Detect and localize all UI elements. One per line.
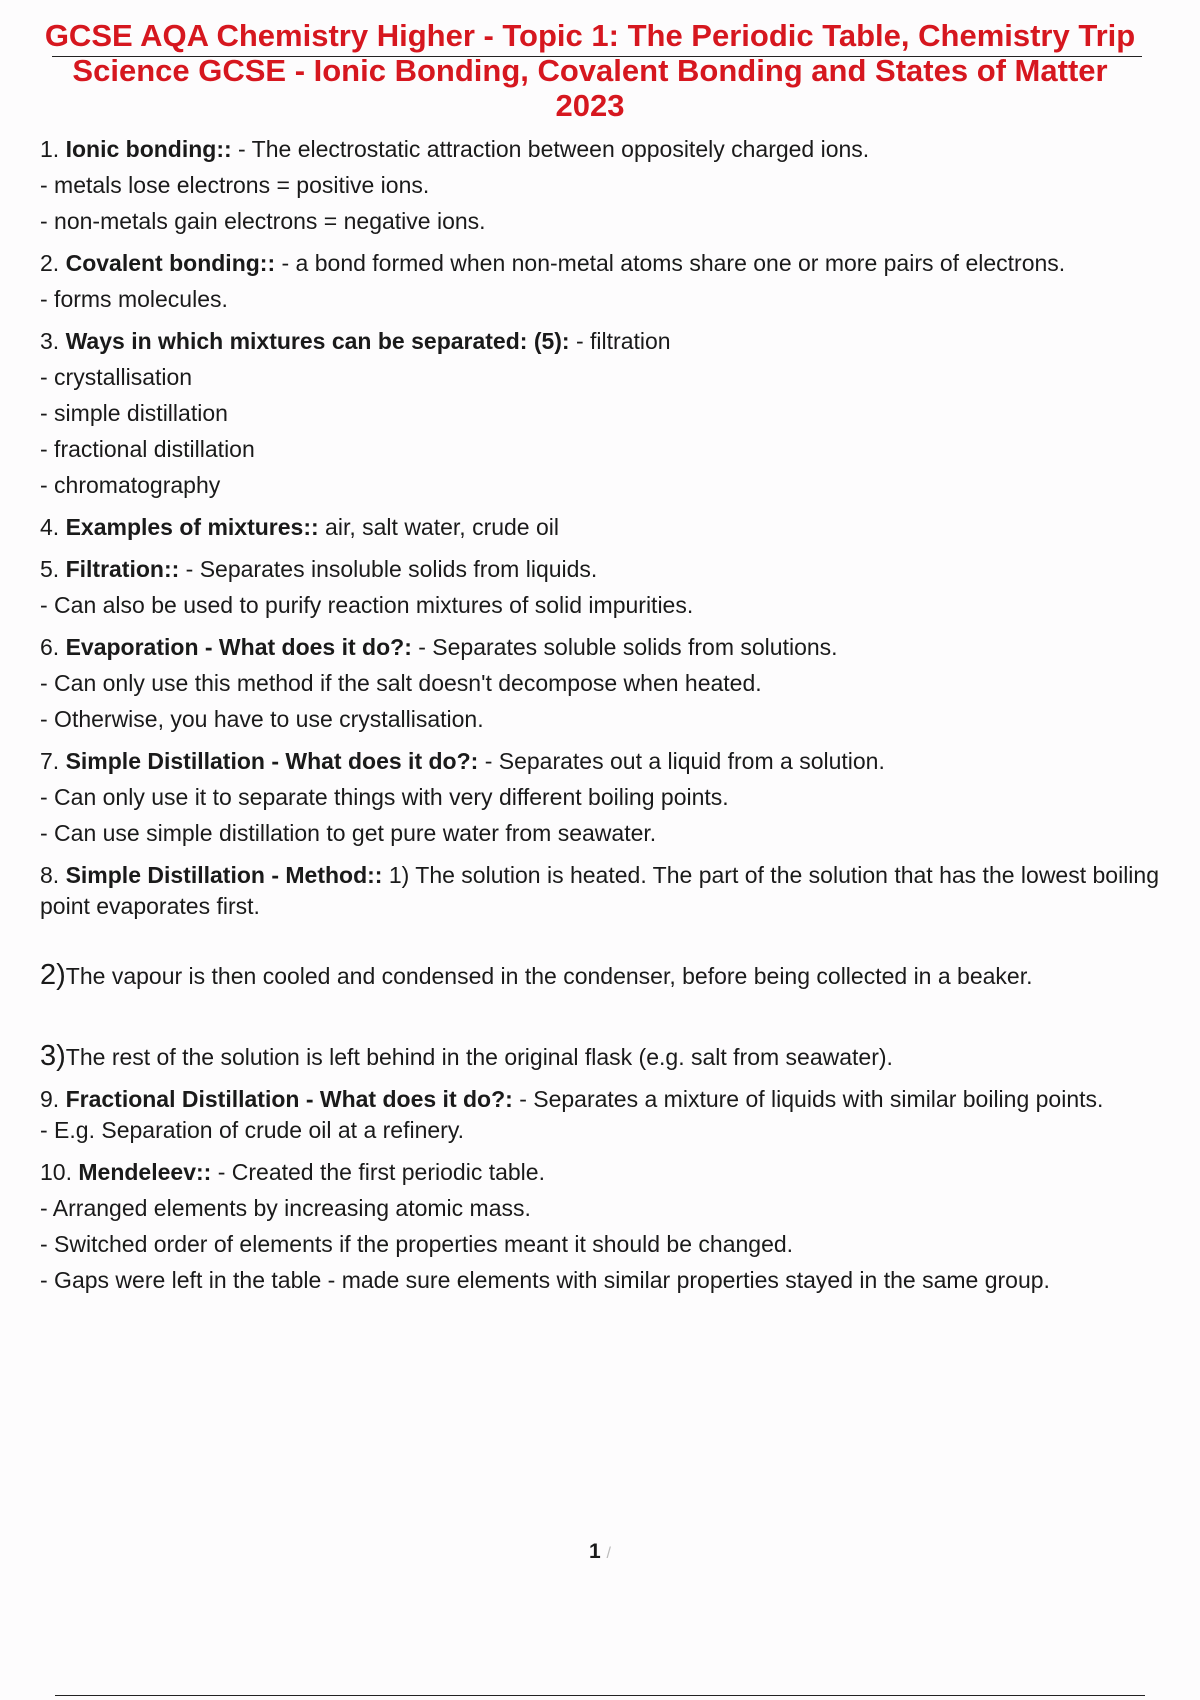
item-detail: - E.g. Separation of crude oil at a refinery. bbox=[40, 1117, 465, 1143]
item-term: Simple Distillation - Method:: bbox=[65, 862, 383, 888]
item-term: Ways in which mixtures can be separated: (5): bbox=[65, 328, 570, 354]
item-definition: - filtration bbox=[569, 328, 671, 354]
item-heading bbox=[40, 248, 1195, 279]
step-text: The vapour is then cooled and condensed in the condenser, before being collected in a beaker. bbox=[65, 963, 1033, 989]
item-number: 4. bbox=[40, 514, 60, 540]
list-item bbox=[40, 746, 1195, 849]
item-detail: - simple distillation bbox=[40, 400, 228, 426]
item-term: Ionic bonding:: bbox=[65, 136, 232, 162]
item-term: Filtration:: bbox=[65, 556, 180, 582]
item-detail: - Switched order of elements if the properties meant it should be changed. bbox=[40, 1231, 794, 1257]
item-number: 9. bbox=[40, 1086, 60, 1112]
item-number: 5. bbox=[40, 556, 60, 582]
list-item bbox=[40, 326, 1195, 501]
page-number-value: 1 bbox=[589, 1540, 601, 1563]
item-detail: - non-metals gain electrons = negative ions. bbox=[40, 208, 486, 234]
item-detail: - crystallisation bbox=[40, 364, 193, 390]
item-heading bbox=[40, 326, 1195, 357]
list-item bbox=[40, 632, 1195, 735]
item-detail: - Can only use this method if the salt doesn't decompose when heated. bbox=[40, 670, 762, 696]
item-definition: - Separates insoluble solids from liquids. bbox=[179, 556, 598, 582]
item-heading bbox=[40, 746, 1195, 777]
item-number: 3. bbox=[40, 328, 60, 354]
item-number: 6. bbox=[40, 634, 60, 660]
list-item bbox=[40, 512, 1195, 543]
item-heading bbox=[40, 512, 1195, 543]
item-detail: - forms molecules. bbox=[40, 286, 228, 312]
item-term: Evaporation - What does it do?: bbox=[65, 634, 412, 660]
list-item bbox=[40, 1157, 1195, 1296]
document-title: GCSE AQA Chemistry Higher - Topic 1: The Periodic Table, Chemistry Trip Science GCSE - Ionic Bonding, Covalent Bonding and States of Matter 2023 bbox=[44, 18, 1136, 123]
item-term: Simple Distillation - What does it do?: bbox=[65, 748, 479, 774]
step-number: 2) bbox=[40, 959, 66, 991]
list-item bbox=[40, 554, 1195, 621]
item-detail: - Gaps were left in the table - made sure elements with similar properties stayed in the same group. bbox=[40, 1267, 1050, 1293]
step-number: 3) bbox=[40, 1040, 66, 1072]
item-detail: - fractional distillation bbox=[40, 436, 255, 462]
page-number bbox=[0, 1540, 1200, 1564]
item-number: 10. bbox=[40, 1159, 72, 1185]
item-number: 8. bbox=[40, 862, 60, 888]
item-detail: - chromatography bbox=[40, 472, 221, 498]
item-term: Mendeleev:: bbox=[78, 1159, 212, 1185]
item-number: 7. bbox=[40, 748, 60, 774]
item-heading bbox=[40, 134, 1195, 165]
item-definition: - Separates soluble solids from solutions. bbox=[411, 634, 838, 660]
item-heading bbox=[40, 860, 1195, 922]
item-number: 1. bbox=[40, 136, 60, 162]
item-heading bbox=[40, 1084, 1195, 1115]
title-underline bbox=[52, 56, 1142, 57]
item-definition: - Separates out a liquid from a solution. bbox=[478, 748, 885, 774]
item-definition: - Created the first periodic table. bbox=[211, 1159, 545, 1185]
item-definition: - Separates a mixture of liquids with similar boiling points. bbox=[512, 1086, 1104, 1112]
item-term: Covalent bonding:: bbox=[65, 250, 276, 276]
step-text: The rest of the solution is left behind in the original flask (e.g. salt from seawater). bbox=[65, 1044, 893, 1070]
item-definition: 1) The solution is heated. The part of the solution that has the lowest boiling point evaporates first. bbox=[40, 862, 1159, 919]
item-term: Examples of mixtures:: bbox=[65, 514, 319, 540]
method-step bbox=[40, 960, 1195, 992]
item-detail: - metals lose electrons = positive ions. bbox=[40, 172, 430, 198]
list-item bbox=[40, 134, 1195, 237]
list-item bbox=[40, 860, 1195, 1073]
item-heading bbox=[40, 632, 1195, 663]
item-definition: - The electrostatic attraction between oppositely charged ions. bbox=[231, 136, 870, 162]
list-item bbox=[40, 248, 1195, 315]
list-item bbox=[40, 1084, 1195, 1146]
item-detail: - Can use simple distillation to get pure water from seawater. bbox=[40, 820, 657, 846]
item-heading bbox=[40, 554, 1195, 585]
flashcard-list bbox=[40, 134, 1195, 1307]
item-definition: air, salt water, crude oil bbox=[318, 514, 560, 540]
item-detail: - Otherwise, you have to use crystallisation. bbox=[40, 706, 484, 732]
footer-rule bbox=[55, 1695, 1145, 1696]
item-heading bbox=[40, 1157, 1195, 1188]
item-definition: - a bond formed when non-metal atoms share one or more pairs of electrons. bbox=[275, 250, 1066, 276]
page-number-separator: / bbox=[606, 1545, 611, 1562]
item-term: Fractional Distillation - What does it do?: bbox=[65, 1086, 513, 1112]
item-detail: - Arranged elements by increasing atomic mass. bbox=[40, 1195, 531, 1221]
method-step bbox=[40, 1041, 1195, 1073]
item-detail: - Can also be used to purify reaction mixtures of solid impurities. bbox=[40, 592, 694, 618]
item-detail: - Can only use it to separate things with very different boiling points. bbox=[40, 784, 729, 810]
item-number: 2. bbox=[40, 250, 60, 276]
